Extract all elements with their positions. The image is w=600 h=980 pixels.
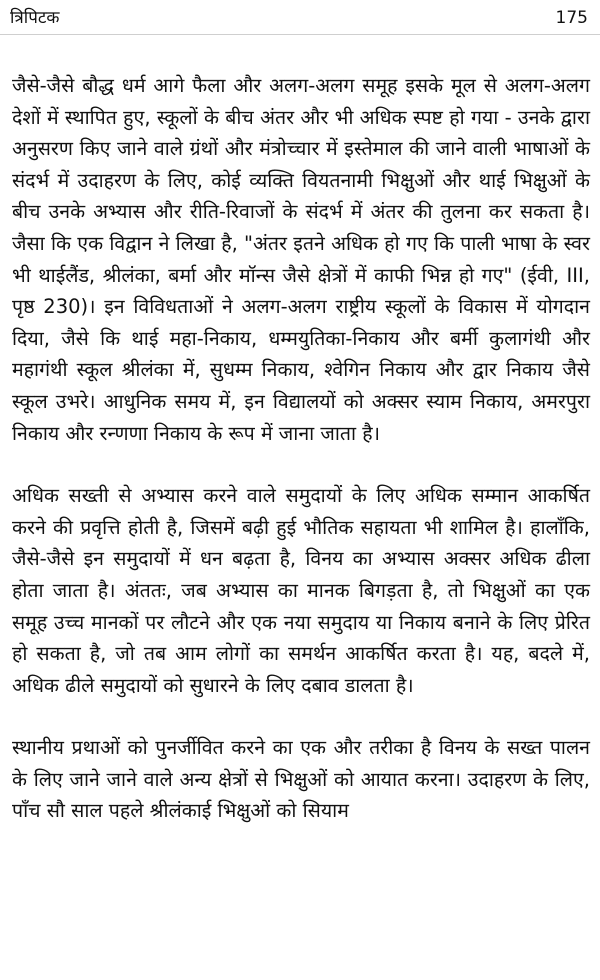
paragraph-1: जैसे-जैसे बौद्ध धर्म आगे फैला और अलग-अलग समूह इसके मूल से अलग-अलग देशों में स्थापित हुए, स्कूलों के बीच अंतर और भी अधिक स्पष्ट हो गया - उनके द्वारा अनुसरण किए जाने वाले ग्रंथों और मंत्रोच्चार में इस्तेमाल की जाने वाली भाषाओं के संदर्भ में उदाहरण के लिए, कोई व्यक्ति वियतनामी भिक्षुओं और थाई भिक्षुओं के बीच उनके अभ्यास और रीति-रिवाजों के संदर्भ में अंतर की तुलना कर सकता है। जैसा कि एक विद्वान ने लिखा है, "अंतर इतने अधिक हो गए कि पाली भाषा के स्वर भी थाईलैंड, श्रीलंका, बर्मा और मॉन्स जैसे क्षेत्रों में काफी भिन्न हो गए" (ईवी, III, पृष्ठ 230)। इन विविधताओं ने अलग-अलग राष्ट्रीय स्कूलों के विकास में योगदान दिया, जैसे कि थाई महा-निकाय, धम्मयुतिका-निकाय और बर्मी कुलागंथी और महागंथी स्कूल श्रीलंका में, सुधम्म निकाय, श्वेगिन निकाय और द्वार निकाय जैसे स्कूल उभरे। आधुनिक समय में, इन विद्यालयों को अक्सर स्याम निकाय, अमरपुरा निकाय और रन्णणा निकाय के रूप में जाना जाता है। <box>12 74 590 445</box>
running-head-title: त्रिपिटक <box>10 8 60 28</box>
paragraph-3: स्थानीय प्रथाओं को पुनर्जीवित करने का एक और तरीका है विनय के सख्त पालन के लिए जाने जाने वाले अन्य क्षेत्रों से भिक्षुओं को आयात करना। उदाहरण के लिए, पाँच सौ साल पहले श्रीलंकाई भिक्षुओं को सियाम <box>12 736 590 823</box>
header-divider <box>0 34 600 35</box>
body-text <box>12 70 590 827</box>
paragraph-2: अधिक सख्ती से अभ्यास करने वाले समुदायों के लिए अधिक सम्मान आकर्षित करने की प्रवृत्ति होती है, जिसमें बढ़ी हुई भौतिक सहायता भी शामिल है। हालाँकि, जैसे-जैसे इन समुदायों में धन बढ़ता है, विनय का अभ्यास अक्सर अधिक ढीला होता जाता है। अंततः, जब अभ्यास का मानक बिगड़ता है, तो भिक्षुओं का एक समूह उच्च मानकों पर लौटने और एक नया समुदाय या निकाय बनाने के लिए प्रेरित हो सकता है, जो तब आम लोगों का समर्थन आकर्षित करता है। यह, बदले में, अधिक ढीले समुदायों को सुधारने के लिए दबाव डालता है। <box>12 484 590 697</box>
page-number: 175 <box>555 8 588 28</box>
